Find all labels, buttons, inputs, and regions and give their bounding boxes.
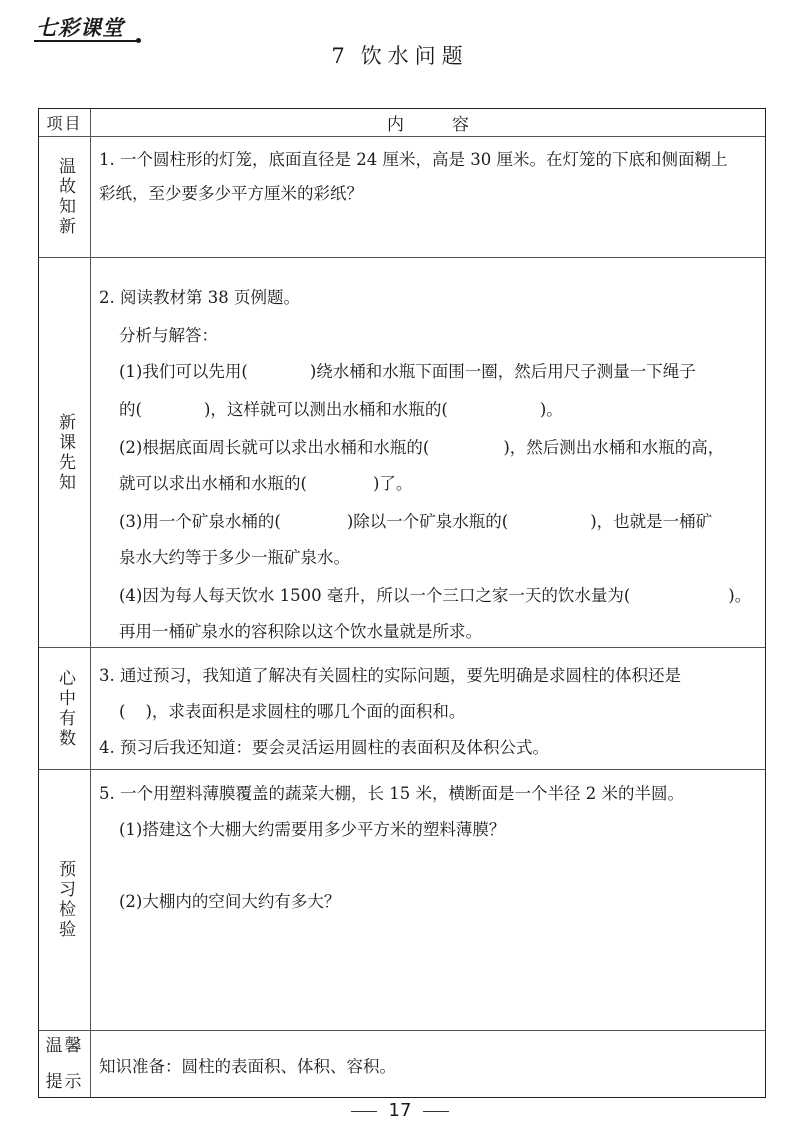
header-item-cell <box>39 109 91 136</box>
text-segment: (2)根据底面周长就可以求出水桶和水瓶的( <box>119 438 430 457</box>
check-line-2: (1)搭建这个大棚大约需要用多少平方米的塑料薄膜？ <box>119 820 506 839</box>
new-p4-line-2: 再用一桶矿泉水的容积除以这个饮水量就是所求。 <box>119 622 482 641</box>
page-footer <box>0 1100 800 1121</box>
page-number: 17 <box>388 1100 412 1121</box>
review-line-2: 彩纸，至少要多少平方厘米的彩纸？ <box>99 184 363 203</box>
section-check <box>39 770 765 1031</box>
page-title <box>0 40 800 70</box>
text-segment: (4)因为每人每天饮水 1500 毫升，所以一个三口之家一天的饮水量为( <box>119 586 631 605</box>
header-content-label: 内容 <box>387 115 517 135</box>
section-new <box>39 258 765 648</box>
new-p2-line-2 <box>119 470 412 494</box>
mind-line-1: 3. 通过预习，我知道了解决有关圆柱的实际问题，要先明确是求圆柱的体积还是 <box>99 666 681 685</box>
footer-dash-left <box>351 1111 377 1112</box>
section-label-review: 温故知新 <box>55 157 75 237</box>
review-line-1: 1. 一个圆柱形的灯笼，底面直径是 24 厘米，高是 30 厘米。在灯笼的下底和侧面糊上 <box>99 150 728 169</box>
section-content-review <box>91 137 765 257</box>
new-p4-line-1 <box>119 582 751 606</box>
section-review <box>39 137 765 258</box>
text-segment: )，也就是一桶矿 <box>590 512 713 531</box>
lesson-number: 7 <box>331 44 347 68</box>
new-p1-line-2 <box>119 396 563 420</box>
text-segment: )，求表面积是求圆柱的哪几个面的面积和。 <box>145 702 466 721</box>
text-segment: )，这样就可以测出水桶和水瓶的( <box>203 400 448 419</box>
text-segment: )。 <box>539 400 563 419</box>
text-segment: )除以一个矿泉水瓶的( <box>346 512 509 531</box>
tip-text: 知识准备：圆柱的表面积、体积、容积。 <box>99 1057 396 1076</box>
section-content-tip <box>91 1031 765 1097</box>
text-segment: )，然后测出水桶和水瓶的高， <box>503 438 725 457</box>
worksheet-table <box>38 108 766 1098</box>
section-tip <box>39 1031 765 1097</box>
section-content-new <box>91 258 765 647</box>
new-p3-line-2: 泉水大约等于多少一瓶矿泉水。 <box>119 548 350 567</box>
lesson-title: 饮水问题 <box>360 44 469 68</box>
new-p2-line-1 <box>119 434 724 458</box>
section-label-cell <box>39 648 91 769</box>
text-segment: (1)我们可以先用( <box>119 362 248 381</box>
section-label-cell <box>39 258 91 647</box>
text-segment: )了。 <box>372 474 413 493</box>
check-line-3: (2)大棚内的空间大约有多大？ <box>119 892 341 911</box>
section-mind <box>39 648 765 770</box>
check-line-1: 5. 一个用塑料薄膜覆盖的蔬菜大棚，长 15 米，横断面是一个半径 2 米的半圆。 <box>99 784 684 803</box>
tip-label-top: 温馨 <box>45 1036 84 1056</box>
tip-label-bottom: 提示 <box>45 1072 84 1092</box>
section-label-new: 新课先知 <box>55 412 75 493</box>
text-segment: 就可以求出水桶和水瓶的( <box>119 474 307 493</box>
brand-name: 七彩课堂 <box>36 16 124 40</box>
text-segment: ( <box>119 702 126 721</box>
table-header-row <box>39 109 765 137</box>
section-label-mind: 心中有数 <box>55 668 75 749</box>
header-item-label: 项目 <box>46 114 83 133</box>
header-content-cell <box>91 109 765 136</box>
section-content-check <box>91 770 765 1030</box>
section-label-cell <box>39 770 91 1030</box>
section-label-cell <box>39 1031 91 1097</box>
text-segment: 的( <box>119 400 142 419</box>
section-label-check: 预习检验 <box>55 860 75 940</box>
new-analysis-heading: 分析与解答： <box>119 326 218 345</box>
text-segment: )绕水桶和水瓶下面围一圈，然后用尺子测量一下绳子 <box>309 362 696 381</box>
mind-line-2 <box>119 698 465 722</box>
new-p1-line-1 <box>119 358 696 382</box>
text-segment: (3)用一个矿泉水桶的( <box>119 512 281 531</box>
footer-dash-right <box>423 1111 449 1112</box>
text-segment: )。 <box>728 586 752 605</box>
section-content-mind <box>91 648 765 769</box>
mind-line-3: 4. 预习后我还知道：要会灵活运用圆柱的表面积及体积公式。 <box>99 738 549 757</box>
section-label-cell <box>39 137 91 257</box>
new-p3-line-1 <box>119 508 712 532</box>
new-question: 2. 阅读教材第 38 页例题。 <box>99 288 300 307</box>
